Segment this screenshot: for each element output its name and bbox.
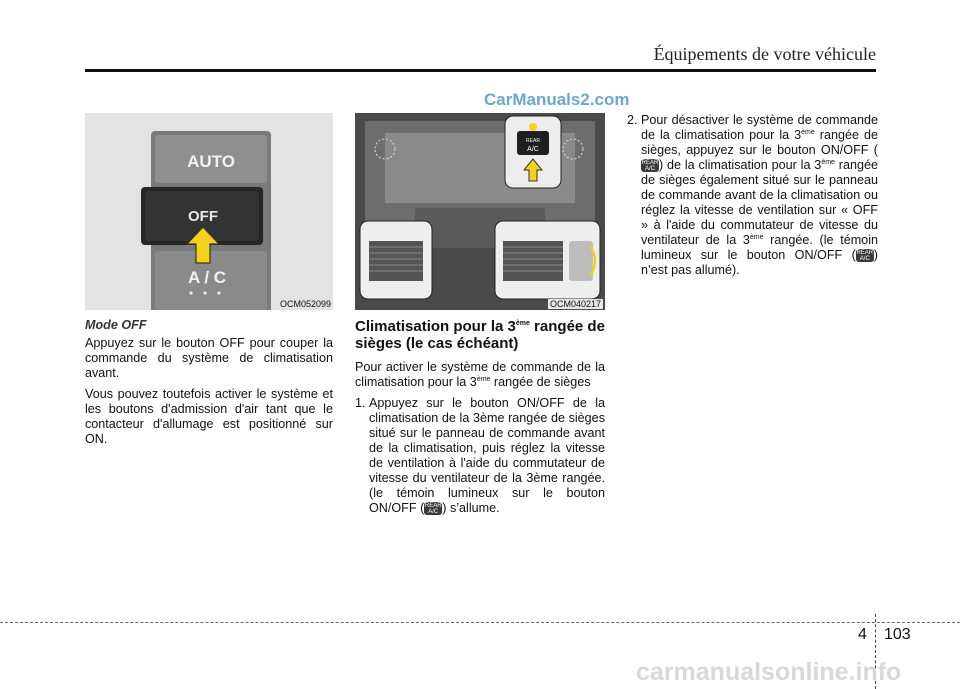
section-title: Climatisation pour la 3ème rangée de sièges (le cas échéant) — [355, 318, 605, 352]
off-button-illustration — [85, 113, 333, 310]
rear-ac-icon: REAR A/C — [856, 250, 874, 263]
ac-label: A / C — [187, 268, 227, 287]
rear-label: REAR — [526, 138, 540, 144]
ac-button-label: A/C — [527, 146, 539, 153]
intro-paragraph: Pour activer le système de commande de la climatisation pour la 3ème rangée de sièges — [355, 360, 605, 389]
header-rule — [85, 69, 876, 72]
rear-ac-icon: REAR A/C — [424, 503, 442, 516]
column-third-row — [355, 318, 605, 516]
column-deactivate — [627, 113, 878, 278]
rear-ac-icon: REAR A/C — [641, 160, 659, 173]
watermark-carmanuals2: CarManuals2.com — [484, 90, 630, 109]
third-row-interior-illustration — [355, 113, 605, 310]
mode-off-paragraph-2: Vous pouvez toutefois activer le système et les boutons d'admission d'air tant que le contacteur d'allumage est positionné sur ON. — [85, 387, 333, 446]
figure-code: OCM052099 — [279, 299, 331, 309]
chapter-number: 4 — [858, 626, 867, 643]
column-mode-off — [85, 318, 333, 447]
footer-dashed-rule — [0, 622, 960, 623]
figure-third-row-climate — [355, 113, 605, 310]
figure-code: OCM040217 — [549, 299, 601, 309]
figure-off-button — [85, 113, 333, 310]
page-number: 103 — [884, 626, 911, 643]
list-item-2: 2. Pour désactiver le système de commande de la climatisation pour la 3ème rangée de sièges, appuyez sur le bouton ON/OFF ( REAR A/C ) de la climatisation pour la 3ème rangée de sièges également situé sur le panneau de commande avant de la climatisation ou réglez la vitesse de ventilation sur « OFF » à l'aide du commutateur de vitesse du ventilateur de la 3ème rangée. (le témoin lumineux sur le bouton ON/OFF ( REAR A/C ) n’est pas allumé). — [627, 113, 878, 277]
mode-off-paragraph-1: Appuyez sur le bouton OFF pour couper la commande du système de climatisation avant. — [85, 336, 333, 380]
watermark-carmanualsonline: carmanualsonline.info — [636, 658, 902, 686]
off-label: OFF — [188, 208, 218, 225]
running-header: Équipements de votre véhicule — [653, 44, 876, 64]
auto-label: AUTO — [187, 152, 235, 171]
list-item-1: 1. Appuyez sur le bouton ON/OFF de la climatisation de la 3ème rangée de sièges situé sur le panneau de commande avant de la climatisation, puis réglez la vitesse de ventilation à l'aide du commutateur de vitesse du ventilateur de la 3ème rangée. (le témoin lumineux sur le bouton ON/OFF ( REAR A/C ) s’allume. — [355, 396, 605, 516]
mode-off-heading: Mode OFF — [85, 318, 147, 332]
